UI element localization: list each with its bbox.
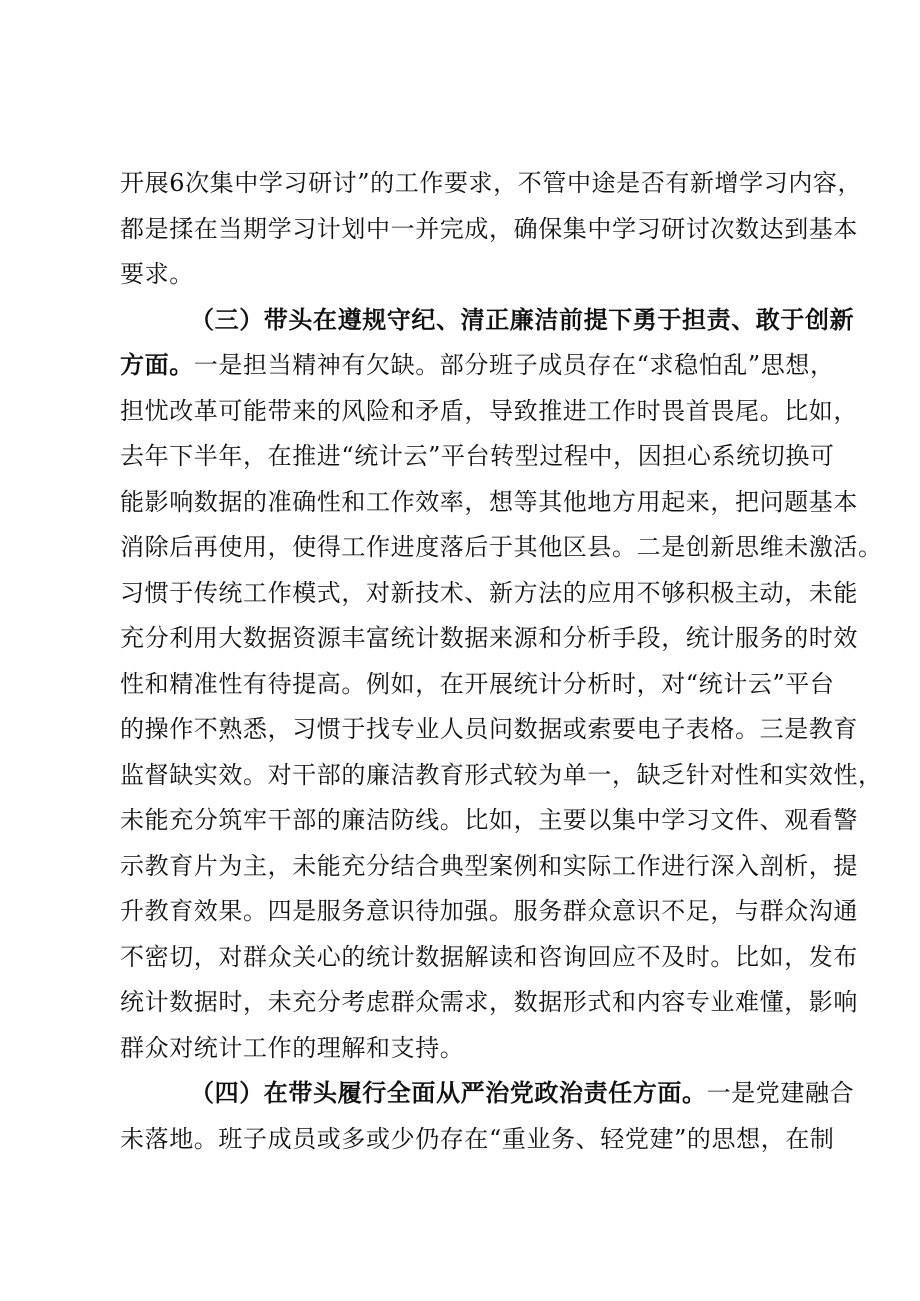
heading-bold-text: 方面。 [120,350,194,379]
paragraph-line [120,259,194,289]
line-text: 能影响数据的准确性和工作效率，想等其他地方用起来，把问题基本 [120,488,858,516]
paragraph-line [120,441,835,471]
line-text: 要求。 [120,260,194,288]
line-text: 群众对统计工作的理解和支持。 [120,1034,465,1062]
paragraph-line [120,487,858,517]
line-text: 充分利用大数据资源丰富统计数据来源和分析手段，统计服务的时效 [120,624,858,652]
line-text: 升教育效果。四是服务意识待加强。服务群众意识不足，与群众沟通 [120,897,858,925]
paragraph-line [120,851,858,881]
line-text: 一是党建融合 [706,1079,855,1107]
line-text: 统计数据时，未充分考虑群众需求，数据形式和内容专业难懂，影响 [120,988,858,1016]
line-text: 习惯于传统工作模式，对新技术、新方法的应用不够积极主动，未能 [120,579,858,607]
paragraph-line [120,942,858,972]
heading-bold-text: （三）带头在遵规守纪、清正廉洁前提下勇于担责、敢于创新 [190,305,855,334]
paragraph-line [120,532,883,562]
line-text: 监督缺实效。对干部的廉洁教育形式较为单一，缺乏针对性和实效性， [120,761,883,789]
line-text: 未落地。班子成员或多或少仍存在“重业务、轻党建”的思想，在制 [120,1125,835,1153]
line-text: 开展6次集中学习研讨”的工作要求，不管中途是否有新增学习内容， [120,169,863,197]
paragraph-line [120,896,858,926]
paragraph-line [120,805,858,835]
line-text: 都是揉在当期学习计划中一并完成，确保集中学习研讨次数达到基本 [120,215,858,243]
line-text: 不密切，对群众关心的统计数据解读和咨询回应不及时。比如，发布 [120,943,858,971]
line-text: 消除后再使用，使得工作进度落后于其他区县。二是创新思维未激活。 [120,533,883,561]
paragraph-line [120,1124,835,1154]
paragraph-line [120,214,858,244]
paragraph-line [120,350,835,380]
line-text: 的操作不熟悉，习惯于找专业人员问数据或索要电子表格。三是教育 [120,715,858,743]
paragraph-line [120,578,858,608]
heading-bold-text: （四）在带头履行全面从严治党政治责任方面。 [190,1078,707,1107]
paragraph-line [120,760,883,790]
line-text: 担忧改革可能带来的风险和矛盾，导致推进工作时畏首畏尾。比如， [120,397,858,425]
line-text: 一是担当精神有欠缺。部分班子成员存在“求稳怕乱”思想， [193,351,835,379]
section-heading-3 [190,305,854,335]
section-heading-4 [190,1078,854,1108]
paragraph-line [120,396,858,426]
line-text: 性和精准性有待提高。例如，在开展统计分析时，对“统计云”平台 [120,670,835,698]
line-text: 未能充分筑牢干部的廉洁防线。比如，主要以集中学习文件、观看警 [120,806,858,834]
paragraph-line [120,669,835,699]
paragraph-line [120,714,858,744]
paragraph-line [120,623,858,653]
line-text: 示教育片为主，未能充分结合典型案例和实际工作进行深入剖析，提 [120,852,858,880]
line-text: 去年下半年，在推进“统计云”平台转型过程中，因担心系统切换可 [120,442,835,470]
paragraph-line [120,987,858,1017]
paragraph-line [120,1033,464,1063]
paragraph-line [120,168,862,198]
